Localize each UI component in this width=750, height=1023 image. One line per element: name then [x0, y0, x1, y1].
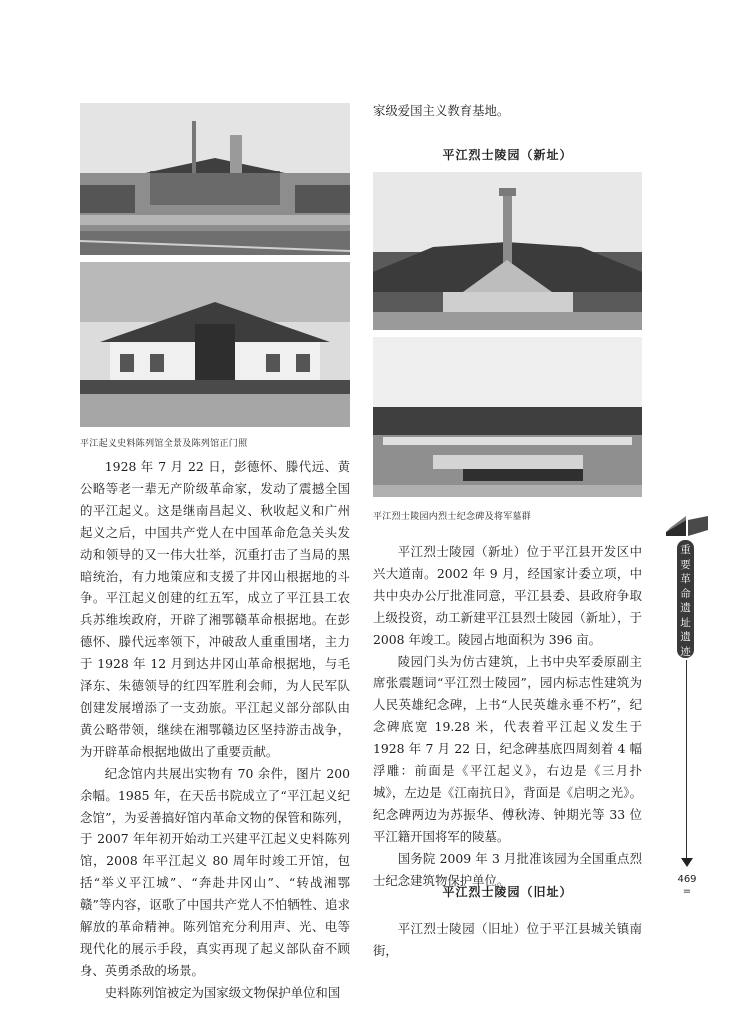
section-side-tab: 重要革命遗址遗迹 — [677, 540, 694, 658]
page-number — [672, 874, 702, 898]
page-number-mark: = — [682, 886, 692, 897]
memorial-hall-entrance-photo — [80, 262, 350, 427]
left-text-column — [80, 456, 350, 1004]
open-book-icon — [664, 512, 710, 538]
down-arrow-icon — [681, 858, 693, 867]
left-paragraph: 史料陈列馆被定为国家级文物保护单位和国 — [104, 984, 341, 1000]
right-photo-caption: 平江烈士陵园内烈士纪念碑及将军墓群 — [373, 512, 532, 522]
continuation-line: 家级爱国主义教育基地。 — [373, 103, 510, 118]
side-divider-line — [686, 660, 687, 860]
generals-tombs-photo — [373, 337, 642, 497]
right-last-paragraph: 平江烈士陵园（旧址）位于平江县城关镇南街， — [373, 921, 642, 958]
right-paragraph: 陵园门头为仿古建筑，上书中央军委原副主席张震题词“平江烈士陵园”，园内标志性建筑为人民英雄纪念碑，上书“人民英雄永垂不朽”，纪念碑底宽 19.28 米，代表着平江起义发生于 1928 年 7 月 22 日，纪念碑基底四周刻着 4 幅浮雕：前面是《平江起义》，右边是《三月扑城》，左边是《江南抗日》，背面是《启明之光》。纪念碑两边为苏振华、傅秋涛、钟期光等 33 位平江籍开国将军的陵墓。 — [373, 653, 642, 844]
left-paragraph: 纪念馆内共展出实物有 70 余件，图片 200 余幅。1985 年，在天岳书院成立了“平江起义纪念馆”，为妥善搞好馆内革命文物的保管和陈列，于 2007 年年初开始动工兴建平江起义史料陈列馆，2008 年平江起义 80 周年时竣工开馆，包括“举义平江城”、“奔赴井冈山”、“转战湘鄂赣”等内容，讴歌了中国共产党人不怕牺牲、追求解放的革命精神。陈列馆充分利用声、光、电等现代化的展示手段，真实再现了起义部队奋不顾身、英勇杀敌的场景。 — [80, 765, 350, 978]
heading-old-site: 平江烈士陵园（旧址） — [442, 885, 573, 899]
left-paragraph: 1928 年 7 月 22 日，彭德怀、滕代远、黄公略等老一辈无产阶级革命家，发动了震撼全国的平江起义。这是继南昌起义、秋收起义和广州起义之后，中国共产党人在中国革命危急关头发动和领导的又一伟大壮举，沉重打击了当局的黑暗统治，有力地策应和支援了井冈山根据地的斗争。平江起义创建的红五军，成立了平江县工农兵苏维埃政府，开辟了湘鄂赣革命根据地。在彭德怀、滕代远率领下，冲破敌人重重围堵，主力于 1928 年 12 月到达井冈山革命根据地，与毛泽东、朱德领导的红四军胜利会师，为人民军队创建发展增添了一支劲旅。平江起义部分部队由黄公略带领，继续在湘鄂赣边区坚持游击战争，为开辟革命根据地做出了重要贡献。 — [80, 459, 350, 759]
page-number-value: 469 — [677, 874, 697, 885]
memorial-hall-panorama-photo — [80, 103, 350, 255]
right-paragraph: 国务院 2009 年 3 月批准该园为全国重点烈士纪念建筑物保护单位。 — [373, 850, 642, 888]
left-photo-caption: 平江起义史料陈列馆全景及陈列馆正门照 — [80, 439, 248, 449]
right-text-column — [373, 541, 642, 892]
martyrs-monument-photo — [373, 172, 642, 330]
right-paragraph: 平江烈士陵园（新址）位于平江县开发区中兴大道南。2002 年 9 月，经国家计委立项，中共中央办公厅批准同意，平江县委、县政府争取上级投资，动工新建平江县烈士陵园（新址），于 2008 年竣工。陵园占地面积为 396 亩。 — [373, 544, 642, 647]
right-continuation-text — [373, 100, 642, 122]
right-last-text — [373, 918, 642, 962]
heading-new-site: 平江烈士陵园（新址） — [442, 148, 573, 162]
